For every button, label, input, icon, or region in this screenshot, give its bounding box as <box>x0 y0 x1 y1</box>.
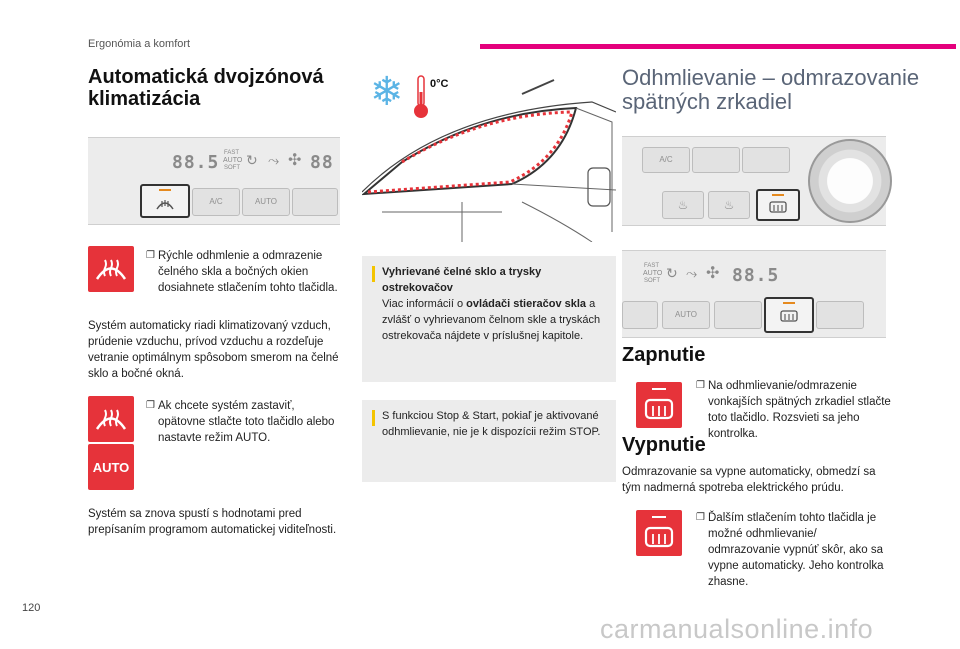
seat-heat-left-button[interactable] <box>662 191 704 219</box>
bullet-fast-defrost <box>146 248 340 296</box>
auto-button-label: AUTO <box>674 310 698 319</box>
info-marker <box>372 410 375 426</box>
soft-label: SOFT <box>224 165 240 171</box>
bullet-fast-defrost-text: Rýchle odhmlenie a odmrazenie čelného skla a bočných okien dosiahnete stlačením tohto tlačidla. <box>158 250 338 294</box>
auto-mode-icon-label: AUTO <box>92 459 130 475</box>
bullet-stop-system <box>146 398 340 446</box>
bullet-mirror-on <box>696 378 892 442</box>
auto-button-label: AUTO <box>254 197 278 206</box>
snowflake-icon: ❄ <box>370 70 404 114</box>
ac-button[interactable] <box>192 188 240 216</box>
info-box-heated-windscreen <box>362 256 616 382</box>
zapnutie-title: Zapnutie <box>622 344 706 366</box>
watermark: carmanualsonline.info <box>600 614 874 644</box>
blank-button[interactable] <box>292 188 338 216</box>
bullet-marker: ❐ <box>146 400 155 411</box>
bullet-marker: ❐ <box>146 250 155 261</box>
info-box-text <box>382 264 608 344</box>
seat-heat-icon: ♨ <box>723 198 735 212</box>
recirc-icon: ↻ <box>666 265 678 281</box>
mirror-defrost-button-1[interactable] <box>756 189 800 221</box>
windscreen-defrost-icon-red <box>88 246 134 292</box>
left-title: Automatická dvojzónová klimatizácia <box>88 66 324 110</box>
fan-icon: ✣ <box>288 152 302 169</box>
panel2-right-button[interactable] <box>816 301 864 329</box>
vypnutie-title: Vypnutie <box>622 434 706 456</box>
climate-panel-illustration <box>88 137 340 225</box>
info-marker <box>372 266 375 282</box>
rear-defrost-icon-red <box>88 396 134 442</box>
temp-display-right: 88 <box>310 152 334 173</box>
rear-defrost-icon <box>779 309 799 323</box>
fast-label: FAST <box>224 150 240 156</box>
restart-paragraph: Systém sa znova spustí s hodnotami pred prepísaním programom automatickej viditeľnosti. <box>88 508 337 536</box>
section-label: Ergonómia a komfort <box>88 38 191 50</box>
right-title: Odhmlievanie – odmrazovanie spätných zrkadiel <box>622 65 920 114</box>
panel2-left-button[interactable] <box>622 301 658 329</box>
temperature-label: 0°C <box>430 78 449 90</box>
vypnutie-paragraph: Odmrazovanie sa vypne automaticky, obmedzí sa tým nadmerná spotreba elektrického prúdu. <box>622 466 876 494</box>
seat-heat-icon: ♨ <box>677 198 689 212</box>
info-box-post: a zvlášť o vyhrievanom čelnom skle a tryskách ostrekovača nájdete v príslušnej kapitole. <box>382 298 601 342</box>
panel1-top-button-3[interactable] <box>742 147 790 173</box>
indicator-led <box>159 189 171 191</box>
mirror-defrost-button-2[interactable] <box>764 297 814 333</box>
rear-defrost-icon <box>768 200 788 214</box>
rear-defrost-glyph <box>88 396 134 442</box>
mirror-defrost-glyph-on <box>636 382 682 428</box>
bullet-stop-system-text: Ak chcete systém zastaviť, opätovne stlačte toto tlačidlo alebo nastavte režim AUTO. <box>158 400 335 444</box>
temp-display-left: 88.5 <box>172 152 220 173</box>
info-box-link[interactable]: ovládači stieračov skla <box>466 298 587 310</box>
info-box-pre: Viac informácií o <box>382 298 467 310</box>
bullet-marker: ❐ <box>696 380 705 391</box>
auto-mode-icon-red <box>88 444 134 490</box>
windscreen-illustration <box>362 72 616 242</box>
auto-system-paragraph: Systém automaticky riadi klimatizovaný vzduch, prúdenie vzduchu, prívod vzduchu a rozdeľuje vetranie optimálnym spôsobom smerom na čelné sklo a bočné okná. <box>88 320 339 380</box>
bullet-mirror-on-text: Na odhmlievanie/odmrazenie vonkajších spätných zrkadiel stlačte toto tlačidlo. Rozsvieti sa jeho kontrolka. <box>708 380 891 440</box>
fast-label: FAST <box>644 263 660 269</box>
fan-icon: ✣ <box>706 265 720 282</box>
info-box-stop-start-text: S funkciou Stop & Start, pokiaľ je aktivované odhmlievanie, nie je k dispozícii režim STOP. <box>382 410 601 438</box>
indicator-led <box>783 302 795 304</box>
panel1-top-button-1[interactable] <box>642 147 690 173</box>
mirror-defrost-on-icon-red <box>636 382 682 428</box>
auto-label: AUTO <box>223 157 243 164</box>
indicator-led <box>772 194 784 196</box>
ac-button-label: A/C <box>209 197 223 206</box>
panel1-top-button-2[interactable] <box>692 147 740 173</box>
mirror-defrost-off-icon-red <box>636 510 682 556</box>
airflow-icon: ⤳ <box>686 265 698 281</box>
mirror-panel-illustration-2 <box>622 250 886 338</box>
panel1-ac-label: A/C <box>659 155 673 164</box>
temp-display: 88.5 <box>732 265 780 286</box>
mirror-panel-illustration-1 <box>622 136 886 226</box>
mirror-defrost-glyph-off <box>636 510 682 556</box>
panel2-mid-button[interactable] <box>714 301 762 329</box>
page-number: 120 <box>22 602 41 614</box>
windscreen-defrost-button[interactable] <box>140 184 190 218</box>
rotary-knob[interactable] <box>808 139 892 223</box>
auto-button[interactable] <box>242 188 290 216</box>
windscreen-defrost-icon <box>155 195 175 211</box>
windscreen-defrost-glyph <box>88 246 134 292</box>
auto-button[interactable] <box>662 301 710 329</box>
info-box-stop-start <box>362 400 616 482</box>
bullet-mirror-off <box>696 510 892 590</box>
thermometer-icon <box>412 74 430 120</box>
bullet-mirror-off-text: Ďalším stlačením tohto tlačidla je možné odhmlievanie/ odmrazovanie vypnúť skôr, ako sa vypne automaticky. Jeho kontrolka zhasne. <box>708 512 884 588</box>
bullet-marker: ❐ <box>696 512 705 523</box>
airflow-icon: ⤳ <box>268 152 280 168</box>
recirc-icon: ↻ <box>246 152 258 168</box>
section-accent-bar <box>480 44 956 49</box>
info-box-title: Vyhrievané čelné sklo a trysky ostrekovačov <box>382 266 542 294</box>
auto-label: AUTO <box>643 270 663 277</box>
soft-label: SOFT <box>644 278 660 284</box>
seat-heat-right-button[interactable] <box>708 191 750 219</box>
